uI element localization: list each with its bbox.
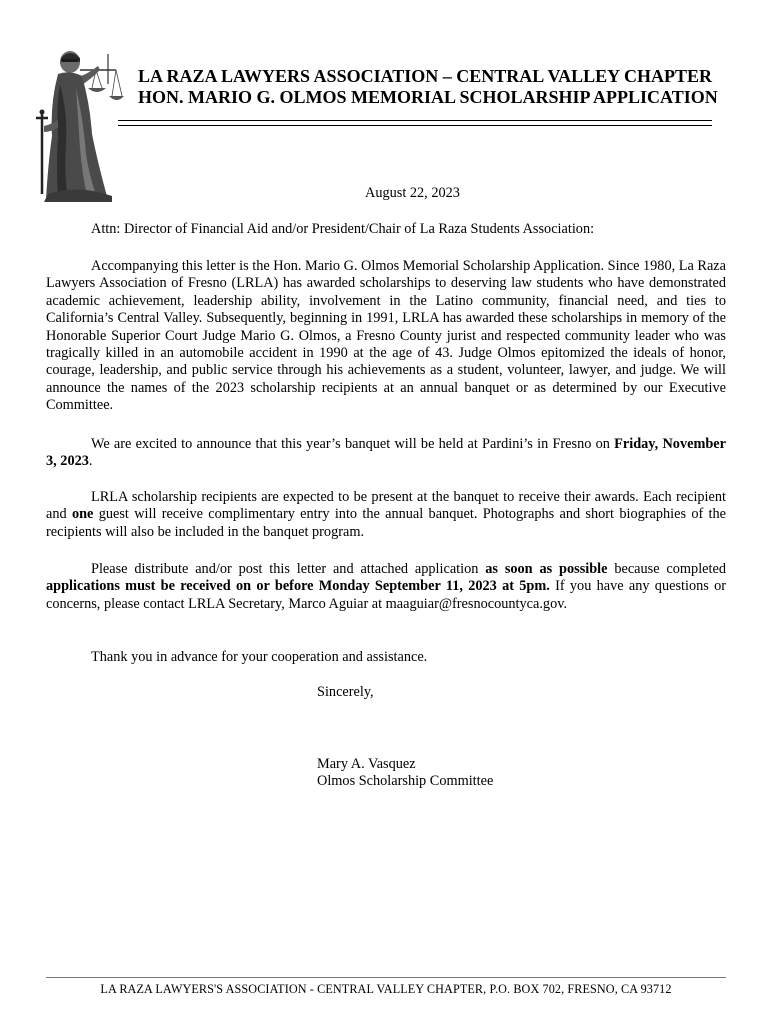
signer-name: Mary A. Vasquez — [317, 756, 416, 772]
signer-title: Olmos Scholarship Committee — [317, 773, 494, 789]
thanks-line: Thank you in advance for your cooperation and assistance. — [91, 649, 428, 665]
closing-salutation: Sincerely, — [317, 684, 374, 700]
paragraph-deadline — [46, 561, 726, 613]
header-title-line1: LA RAZA LAWYERS ASSOCIATION – CENTRAL VALLEY CHAPTER — [138, 66, 712, 86]
header-double-rule — [118, 120, 712, 126]
paragraph-recipients — [46, 489, 726, 541]
lady-justice-icon — [28, 44, 124, 206]
deadline-bold-asap: as soon as possible — [485, 561, 608, 577]
banquet-text: We are excited to announce that this year’s banquet will be held at Pardini’s in Fresno on — [91, 436, 615, 452]
deadline-text-c: If you have any questions or concerns, please contact LRLA Secretary, Marco Aguiar at maaguiar@fresnocountyca.gov. — [46, 578, 727, 612]
header-title-line2: HON. MARIO G. OLMOS MEMORIAL SCHOLARSHIP APPLICATION — [138, 87, 718, 107]
deadline-bold-date: applications must be received on or before Monday September 11, 2023 at 5pm. — [46, 578, 550, 595]
recipients-text-b: guest will receive complimentary entry into the annual banquet. Photographs and short biographies of the recipients will also be included in the banquet program. — [46, 506, 727, 540]
footer-rule — [46, 977, 726, 978]
footer-address: LA RAZA LAWYERS'S ASSOCIATION - CENTRAL VALLEY CHAPTER, P.O. BOX 702, FRESNO, CA 93712 — [100, 982, 672, 996]
paragraph-banquet — [46, 436, 726, 471]
letter-date: August 22, 2023 — [365, 185, 460, 201]
deadline-text-b: because completed — [607, 561, 726, 577]
deadline-text-a: Please distribute and/or post this letter and attached application — [91, 561, 486, 577]
recipients-bold-one: one — [71, 506, 94, 523]
attention-line: Attn: Director of Financial Aid and/or President/Chair of La Raza Students Association: — [91, 221, 595, 237]
banquet-date: Friday, November 3, 2023 — [46, 436, 726, 470]
banquet-period: . — [88, 453, 93, 470]
paragraph-intro: Accompanying this letter is the Hon. Mario G. Olmos Memorial Scholarship Application. Since 1980, La Raza Lawyers Association of Fresno (LRLA) has awarded scholarships to deserving law students who have demonstrated academic achievement, leadership ability, involvement in the Latino community, financial need, and ties to California’s Central Valley. Subsequently, beginning in 1991, LRLA has awarded these scholarships in memory of the Honorable Superior Court Judge Mario G. Olmos, a Fresno County jurist and respected community leader who was tragically killed in an automobile accident in 1990 at the age of 43. Judge Olmos epitomized the ideals of honor, courage, leadership, and public service through his achievements as a student, volunteer, lawyer, and judge. We will announce the names of the 2023 scholarship recipients at an annual banquet or as determined by our Executive Committee. — [46, 258, 726, 414]
recipients-text-a: LRLA scholarship recipients are expected to be present at the banquet to receive their awards. Each recipient and — [46, 489, 726, 523]
